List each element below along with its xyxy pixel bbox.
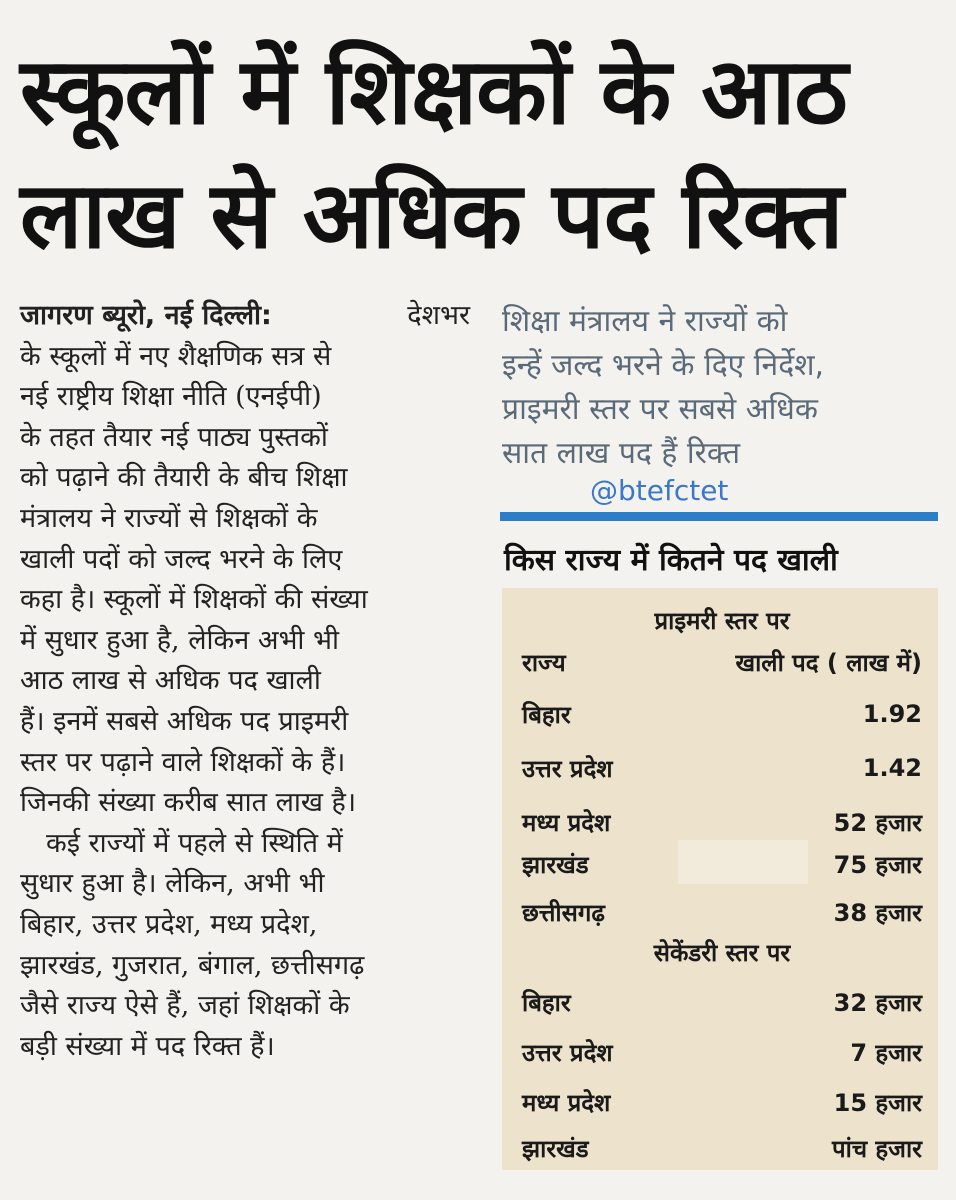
table-row xyxy=(522,1032,922,1072)
column-header-vacant: खाली पद ( लाख में) xyxy=(735,648,922,677)
article-line: के स्कूलों में नए शैक्षणिक सत्र से xyxy=(20,340,332,372)
headline-line-1: स्कूलों में शिक्षकों के आठ xyxy=(20,38,847,145)
headline xyxy=(20,30,940,278)
primary-section-heading xyxy=(522,600,922,640)
section-heading-text: सेकेंडरी स्तर पर xyxy=(653,938,791,967)
state-name: मध्य प्रदेश xyxy=(522,1088,611,1117)
table-row xyxy=(522,694,922,734)
section-heading-text: प्राइमरी स्तर पर xyxy=(654,606,790,635)
vacancy-value: पांच हजार xyxy=(831,1134,922,1163)
article-line: को पढ़ाने की तैयारी के बीच शिक्षा xyxy=(20,462,348,494)
state-name: उत्तर प्रदेश xyxy=(522,754,613,783)
article-line: जैसे राज्य ऐसे हैं, जहां शिक्षकों के xyxy=(20,990,350,1022)
table-row xyxy=(522,982,922,1022)
vacancy-value: 52 हजार xyxy=(833,808,922,837)
table-row xyxy=(522,802,922,842)
vacancy-value: 1.42 xyxy=(862,754,922,782)
table-row xyxy=(522,844,922,884)
secondary-section-heading xyxy=(522,932,922,972)
table-header-row xyxy=(522,642,922,682)
article-line: जिनकी संख्या करीब सात लाख है। xyxy=(20,787,357,819)
sub-headline-line: सात लाख पद हैं रिक्त xyxy=(502,436,741,471)
vacancy-value: 32 हजार xyxy=(833,988,922,1017)
article-line: के तहत तैयार नई पाठ्य पुस्तकों xyxy=(20,421,328,453)
article-line: कई राज्यों में पहले से स्थिति में xyxy=(46,827,343,859)
article-line: सुधार हुआ है। लेकिन, अभी भी xyxy=(20,868,325,900)
table-row xyxy=(522,1082,922,1122)
vacancy-value: 1.92 xyxy=(862,700,922,728)
headline-line-2: लाख से अधिक पद रिक्त xyxy=(20,162,843,269)
article-line: स्तर पर पढ़ाने वाले शिक्षकों के हैं। xyxy=(20,746,346,778)
article-body xyxy=(20,296,470,1067)
state-name: झारखंड xyxy=(522,1134,589,1163)
column-header-state: राज्य xyxy=(522,648,566,677)
sub-headline-line: प्राइमरी स्तर पर सबसे अधिक xyxy=(502,392,818,427)
sub-headline xyxy=(502,300,932,476)
article-line-text: देशभर xyxy=(407,300,470,331)
article-line: बिहार, उत्तर प्रदेश, मध्य प्रदेश, xyxy=(20,908,318,940)
article-line: खाली पदों को जल्द भरने के लिए xyxy=(20,543,343,575)
article-line: कहा है। स्कूलों में शिक्षकों की संख्या xyxy=(20,584,368,616)
table-title: किस राज्य में कितने पद खाली xyxy=(504,543,838,578)
article-line: बड़ी संख्या में पद रिक्त हैं। xyxy=(20,1030,275,1062)
state-name: बिहार xyxy=(522,988,571,1017)
state-name: बिहार xyxy=(522,700,571,729)
article-line: हैं। इनमें सबसे अधिक पद प्राइमरी xyxy=(20,705,349,737)
divider-rule xyxy=(500,512,938,521)
article-line: आठ लाख से अधिक पद खाली xyxy=(20,665,321,697)
state-name: छत्तीसगढ़ xyxy=(522,898,605,927)
table-row xyxy=(522,892,922,932)
table-row xyxy=(522,748,922,788)
vacancy-value: 7 हजार xyxy=(850,1038,922,1067)
vacancy-value: 38 हजार xyxy=(833,898,922,927)
byline: जागरण ब्यूरो, नई दिल्ली: xyxy=(20,300,272,331)
vacancy-table xyxy=(502,588,938,1170)
state-name: झारखंड xyxy=(522,850,589,879)
sub-headline-line: इन्हें जल्द भरने के दिए निर्देश, xyxy=(502,348,825,383)
state-name: मध्य प्रदेश xyxy=(522,808,611,837)
vacancy-value: 75 हजार xyxy=(833,850,922,879)
article-line: झारखंड, गुजरात, बंगाल, छत्तीसगढ़ xyxy=(20,949,365,981)
table-row xyxy=(522,1128,922,1168)
article-line: नई राष्ट्रीय शिक्षा नीति (एनईपी) xyxy=(20,381,322,413)
article-line: में सुधार हुआ है, लेकिन अभी भी xyxy=(20,624,339,656)
sub-headline-line: शिक्षा मंत्रालय ने राज्यों को xyxy=(502,304,788,339)
vacancy-value: 15 हजार xyxy=(833,1088,922,1117)
article-line: मंत्रालय ने राज्यों से शिक्षकों के xyxy=(20,502,318,534)
article-line xyxy=(20,296,470,337)
state-name: उत्तर प्रदेश xyxy=(522,1038,613,1067)
watermark: @btefctet xyxy=(590,474,729,507)
